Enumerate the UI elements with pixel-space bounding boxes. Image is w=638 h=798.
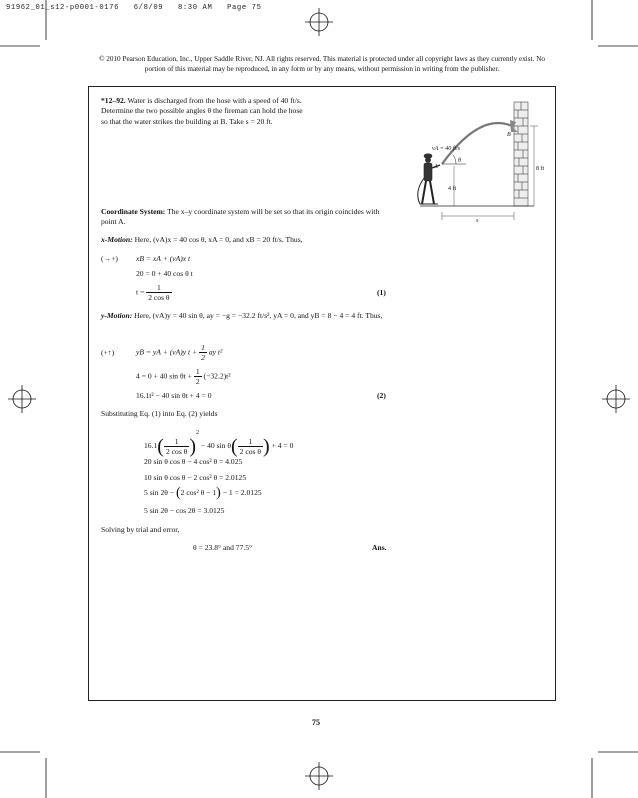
- subst-eq1-a: 16.1: [144, 441, 158, 450]
- coord-text: The x–y coordinate system will be set so that its origin coincides with point A.: [101, 207, 380, 227]
- problem-text: Water is discharged from the hose with a speed of 40 ft/s. Determine the two possible angles θ the fireman can hold the hose so that the water strikes the building at B. Take s = 20 ft.: [101, 96, 303, 126]
- copyright-notice: © 2010 Pearson Education, Inc., Upper Saddle River, NJ. All rights reserved. This material is protected under all copyright laws as they currently exist. No portion of this material may be reproduced, in any form or by any means, without permission in writing from the publisher.: [99, 55, 545, 73]
- subst-eq3: 10 sin θ cos θ − 2 cos² θ = 2.0125: [144, 473, 247, 482]
- xmotion-intro: [101, 235, 401, 245]
- theta-label: θ: [458, 158, 461, 164]
- substitution-text: Substituting Eq. (1) into Eq. (2) yields: [101, 409, 218, 418]
- xmotion-eq2: 20 = 0 + 40 cos θ t: [136, 269, 193, 278]
- xmotion-heading: x-Motion:: [101, 235, 133, 244]
- ymotion-eq1-den: 2: [201, 353, 205, 362]
- ymotion-eq2-num: 1: [195, 367, 200, 376]
- ymotion-text: Here, (vA)y = 40 sin θ, ay = −g = −32.2 ft/s², yA = 0, and yB = 8 − 4 = 4 ft. Thus,: [134, 311, 383, 320]
- ymotion-eq2-frac: [194, 367, 202, 386]
- ymotion-intro: [101, 311, 391, 321]
- ymotion-eq3: 16.1t² − 40 sin θt + 4 = 0: [136, 391, 212, 400]
- page-number: 75: [312, 718, 320, 727]
- xmotion-eq3-frac: [146, 283, 171, 302]
- subst-eq1-den2: 2 cos θ: [239, 446, 262, 456]
- subst-eq2: 20 sin θ cos θ − 4 cos² θ = 4.025: [144, 457, 243, 466]
- subst-eq4-c: − 1 = 2.0125: [222, 488, 262, 497]
- ymotion-eq1-num: 1: [201, 343, 205, 352]
- s-label: s: [476, 218, 479, 222]
- coord-heading: Coordinate System:: [101, 207, 166, 216]
- subst-eq1-b: − 40 sin θ: [200, 441, 231, 450]
- height-8ft-label: 8 ft: [536, 166, 545, 172]
- ymotion-heading: y-Motion:: [101, 311, 133, 320]
- ymotion-eq2-den: 2: [195, 377, 200, 386]
- subst-eq1: 16.1( $\frac{1}{\text{2 cos θ}}$ )$^2$ − 40 sin θ( $\frac{1}{\text{2 cos θ}}$ ) + 4 = 0: [144, 430, 294, 458]
- print-slug: 91962_01_s12-p0001-0176 6/8/09 8:30 AM Page 75: [6, 4, 262, 12]
- water-stream: [442, 123, 512, 164]
- point-a-label: A: [434, 164, 438, 170]
- subst-eq1-c: + 4 = 0: [271, 441, 294, 450]
- xmotion-text: Here, (vA)x = 40 cos θ, xA = 0, and xB = 20 ft/s. Thus,: [134, 235, 303, 244]
- va-label: vA = 40 ft/s: [432, 146, 461, 152]
- ymotion-eq2-a: 4 = 0 + 40 sin θt +: [136, 371, 192, 381]
- subst-eq1-exp: 2: [196, 430, 199, 436]
- ymotion-eq1-a: yB = yA + (vA)y t +: [136, 347, 198, 357]
- ymotion-eq2: [136, 367, 231, 386]
- ymotion-eq2-b: (−32.2)t²: [203, 371, 231, 381]
- fireman-figure: [410, 92, 550, 222]
- point-b-label: B: [507, 132, 511, 138]
- ymotion-eq1-frac: [199, 343, 207, 362]
- eq2-number: (2): [377, 391, 386, 400]
- ans-label: Ans.: [372, 543, 387, 552]
- eq1-number: (1): [377, 288, 386, 297]
- problem-number: *12–92.: [101, 96, 126, 105]
- solve-text: Solving by trial and error,: [101, 525, 180, 534]
- ymotion-sign: (+↑): [101, 348, 115, 357]
- subst-eq1-num1: 1: [164, 437, 189, 447]
- xmotion-eq3-num: 1: [146, 283, 171, 293]
- problem-statement: [101, 96, 310, 127]
- subst-eq4-a: 5 sin 2θ −: [144, 488, 175, 497]
- subst-eq1-num2: 1: [238, 437, 263, 447]
- xmotion-eq3-lhs: t =: [136, 287, 145, 297]
- subst-eq1-frac1: [164, 437, 189, 456]
- answer: θ = 23.8° and 77.5°: [193, 543, 253, 552]
- height-4ft-label: 4 ft: [448, 186, 457, 192]
- ymotion-eq1-b: ay t²: [208, 347, 223, 357]
- xmotion-eq1: xB = xA + (vA)x t: [136, 254, 191, 263]
- subst-eq5: 5 sin 2θ − cos 2θ = 3.0125: [144, 506, 225, 515]
- building: [514, 102, 528, 206]
- xmotion-sign: (→+): [101, 254, 118, 263]
- fireman: [418, 154, 440, 204]
- ymotion-eq1: [136, 343, 222, 362]
- coordinate-paragraph: [101, 207, 391, 228]
- subst-eq1-den1: 2 cos θ: [165, 446, 188, 456]
- xmotion-eq3: [136, 283, 172, 302]
- subst-eq1-frac2: [238, 437, 263, 456]
- subst-eq4: 5 sin 2θ − (2 cos² θ − 1) − 1 = 2.0125: [144, 485, 262, 501]
- subst-eq4-b: 2 cos² θ − 1: [180, 488, 217, 497]
- xmotion-eq3-den: 2 cos θ: [148, 293, 170, 302]
